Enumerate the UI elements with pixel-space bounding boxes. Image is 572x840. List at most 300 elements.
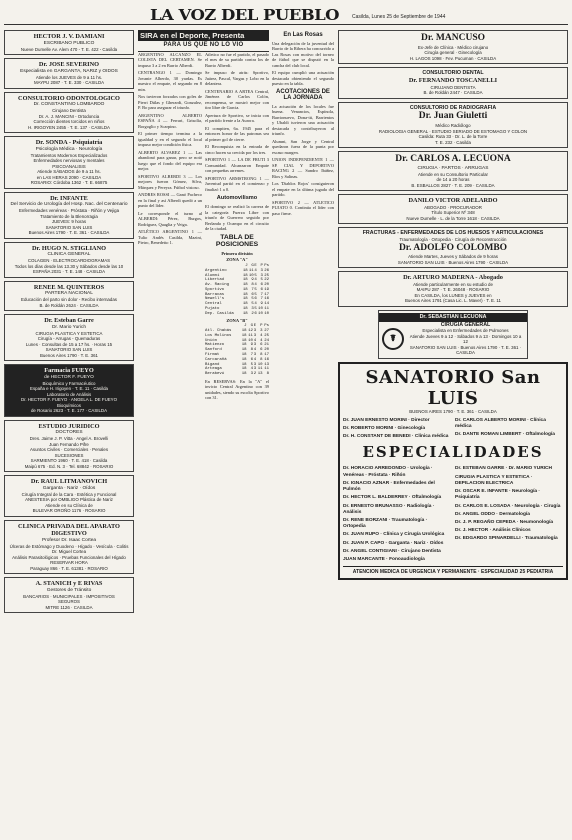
table-cell: 10 bbox=[248, 338, 253, 343]
table-cell: 4 bbox=[253, 338, 257, 343]
table-cell: 3 bbox=[253, 362, 257, 367]
ad-line: CIRUGIA PLASTICA Y ESTETICA bbox=[35, 330, 103, 336]
left-ads-column bbox=[4, 30, 134, 616]
table-cell: Matienzo bbox=[205, 343, 225, 348]
table-cell: 10 bbox=[248, 273, 254, 278]
ad-radiografia bbox=[338, 102, 568, 148]
table-cell: 6 bbox=[254, 311, 257, 316]
news-paragraph: La actuación de los locales fue buena. Venancios, Espínola, Barrionuevo, Dona-tti, Barrientos y Ubaldi tuvieron una actuación destacada y contribuyeron al triunfo. bbox=[272, 103, 334, 137]
ad-line: Juan Fernando Pifre bbox=[49, 441, 89, 447]
table-cell: 12 bbox=[248, 328, 253, 333]
dateline: Casilda, Lunes 25 de Septiembre de 1944 bbox=[352, 14, 446, 20]
table-cell: 18 bbox=[241, 343, 247, 348]
table-cell: 11 bbox=[248, 333, 253, 338]
table-cell: Dep. Casilda bbox=[205, 311, 234, 316]
ad-line: Paraguay 866 · T. E. 61381 · ROSARIO bbox=[30, 565, 108, 571]
ad-heading: Dr. SEBASTIAN LECUONA bbox=[379, 313, 527, 322]
table-cell: 4 bbox=[253, 348, 257, 353]
ad-heading: CONSULTORIO DE RADIOGRAFIA bbox=[409, 104, 497, 111]
table-cell: 17 bbox=[264, 292, 269, 297]
ad-line: Traumatología · Ortopedia · Cirugía de Reconstrucción bbox=[399, 237, 507, 243]
ad-line: Todos los días desde las 13.30 y Sábados desde las 10 bbox=[14, 263, 124, 269]
table-cell: Central bbox=[205, 302, 222, 307]
left-ad bbox=[4, 242, 134, 278]
ad-line: Bioquímico y Farmacéutico bbox=[42, 380, 96, 386]
ad-line: CLINICA GENERAL bbox=[47, 252, 91, 258]
table-cell: 8 bbox=[260, 357, 263, 362]
table-header-cell: P bbox=[260, 324, 263, 329]
ad-line: ANESTESIA por OMBLIGO Plástica de Nariz bbox=[25, 497, 113, 503]
ad-line: En CASILDA, los LUNES y JUEVES en bbox=[414, 292, 492, 298]
sports-paragraph: SPORTIVO ARMSTRONG 1 — Juventud partió en el comienzo y finalizó 1 a 0. bbox=[205, 175, 269, 192]
specialist-entry: Dr. ANGEL CONTIGIANI · Cirujano Dentista bbox=[343, 548, 441, 554]
ad-line: SANATORIO SAN LUIS · Buenos Aires 1790 · T. E. 361 · CASILDA bbox=[409, 344, 522, 356]
table-cell: 7 bbox=[260, 297, 263, 302]
sports-text-col-1 bbox=[138, 52, 202, 403]
table-header-cell: P bbox=[260, 263, 263, 268]
director-entry: Dr. CARLOS ALBERTO MORINI · Clínica médica bbox=[455, 417, 546, 429]
ad-line: Tratamiento de la Blenorragia bbox=[40, 213, 98, 219]
table-cell: 3 bbox=[260, 273, 263, 278]
sports-paragraph: ATLÉTICO ARGENTINO 1 — Tulio Andés Casilda, Mazini, Pietro, Benedetto 1. bbox=[138, 229, 202, 246]
ad-line: Ex-Jefe de Clínica · Médico cirujano bbox=[417, 44, 489, 50]
specialist-entry: Dr. CARLOS E. LOSADA · Neurología · Cirugía bbox=[455, 503, 561, 509]
ad-heading: CONSULTORIO ODONTOLOGICO bbox=[18, 94, 120, 102]
table-cell: Av. Racing bbox=[205, 283, 230, 288]
table-cell: 18 bbox=[241, 352, 247, 357]
table-cell: 9 bbox=[250, 343, 253, 348]
left-ad bbox=[4, 30, 134, 55]
ad-heading: CLINICA PRIVADA DEL APARATO DIGESTIVO bbox=[18, 522, 120, 538]
table-cell: 10 bbox=[264, 311, 269, 316]
specialist-entry: Dr. HECTOR L. BALDERREY · Oftalmología bbox=[343, 495, 442, 501]
table-cell: 3 bbox=[260, 328, 263, 333]
sports-paragraph: El compiten, 6a. 1945 para el entonces honor de las patronas sea al primer gol de cierre. bbox=[205, 125, 269, 142]
sports-paragraph: CENTRANGO 1 — Domingo Jovanie Alberdo, 30 yardas. Es nuestro el empate, el segundo en 8 min. bbox=[138, 70, 202, 92]
ad-heading: ESTUDIO JURIDICO bbox=[38, 422, 100, 430]
table-header-cell: Ps bbox=[264, 324, 269, 329]
table-cell: 10 bbox=[258, 307, 263, 312]
table-cell: 6 bbox=[254, 297, 257, 302]
table-header-cell: G bbox=[251, 263, 254, 268]
table-cell: 5 bbox=[251, 297, 254, 302]
ad-line: Dr. Miguel Cortea bbox=[51, 549, 87, 555]
ad-line: Nueve Dumelle · L. de la Torre 1618 · CASILDA bbox=[406, 215, 500, 221]
left-ad bbox=[4, 420, 134, 473]
sports-text bbox=[138, 52, 269, 403]
sports-paragraph: ARGENTINO ALCANZO EL COLISTA DEL CERTAMEN. Se impuso 3 a 2 en Barrio Alberdi. bbox=[138, 51, 202, 68]
table-cell: 4 bbox=[254, 268, 257, 273]
table-cell: 3 bbox=[260, 268, 263, 273]
table-cell: 3 bbox=[250, 372, 253, 377]
director-entry: Dr. ROBERTO MORINI · Ginecología bbox=[343, 425, 425, 431]
table-cell: 5 bbox=[254, 273, 257, 278]
table-cell: 3 bbox=[253, 367, 257, 372]
table-cell: 5 bbox=[254, 287, 257, 292]
ad-line: Asuntos Civiles · Comerciales · Penales bbox=[29, 447, 109, 453]
ad-line: SUCESIONES bbox=[54, 452, 84, 458]
left-ad bbox=[4, 58, 134, 89]
ad-line: de HECTOR F. FUEYO bbox=[44, 374, 94, 380]
ad-line: de Rosario 2623 · T. E. 177 · CASILDA bbox=[30, 408, 108, 414]
ad-line: Cirugía general · Ginecología bbox=[424, 50, 482, 56]
ad-line: COLAGEN · ELECTROCARDIOGRAMAS bbox=[27, 258, 111, 264]
table-cell: 14 bbox=[264, 302, 269, 307]
ad-doctor-name: Dr. ADOLFO COLOMBO bbox=[398, 242, 508, 253]
director-entry: Dr. H. CONSTANT DE BENEDI · Clínica médica bbox=[343, 434, 449, 440]
ad-line: Casilda: Ruta 33 · Dr. L. de la Torre bbox=[418, 134, 488, 140]
table-cell: 11 bbox=[264, 367, 269, 372]
ad-line: Garganta · Nariz · Oídos bbox=[42, 485, 96, 491]
left-ad bbox=[4, 314, 134, 361]
sports-paragraph: ANDRES ROSSI — Ganó Pacheco en la final y así Alberdi quedó a un punto del líder. bbox=[138, 192, 202, 209]
sports-text-col-2 bbox=[205, 52, 269, 403]
ad-line: Atiende Martes, Jueves y Sábados de 9 horas bbox=[408, 254, 498, 260]
specialist-entry: Dr. ESTEBAN GARRE · Dr. MARIO YURICH bbox=[455, 466, 552, 472]
ad-line: Especialista en Enfermedades de Pulmones bbox=[422, 328, 509, 334]
table-cell: 16 bbox=[264, 357, 269, 362]
table-header-cell: E bbox=[253, 324, 257, 329]
specialties-list bbox=[343, 464, 563, 563]
table-cell: 9 bbox=[260, 302, 263, 307]
table-cell: 18 bbox=[242, 287, 248, 292]
ad-maderna bbox=[338, 271, 568, 307]
table-cell: 18 bbox=[242, 278, 248, 283]
table-cell: 7 bbox=[250, 352, 253, 357]
ad-line: Corrección dientes torcidos en niños bbox=[33, 119, 105, 125]
table-cell: 6 bbox=[260, 348, 263, 353]
ad-line: Buenos Aires 1791 (Casa Lic. L. Maver) · T. E. 11 bbox=[405, 298, 501, 304]
sanatorio-directors bbox=[343, 416, 563, 441]
table-cell: 8 bbox=[250, 348, 253, 353]
sports-paragraph: ARGENTINO ALBERTO ESPAÑA 4 — Ferrari, Grisolía, Borgoglio y Scarpino. bbox=[138, 112, 202, 129]
news-heading-acotaciones: ACOTACIONES DE LA JORNADA bbox=[276, 88, 330, 102]
ad-line: CIRUGIA · PARTOS · ARRUGAS bbox=[417, 165, 489, 171]
specialist-entry: Dr. JUAN P. CAPO · Garganta · Nariz · Oídos bbox=[343, 540, 444, 546]
directors-left bbox=[343, 416, 451, 441]
specialist-entry: Dr. IGNACIO AZNAR · Enfermedades del Pulmón bbox=[343, 480, 435, 493]
auto-text: El domingo se realizó la carrera de la categoría Fuerza Libre con triunfo de Guerrero seguido por Berlanda y Ocampo en el circuito de la ciudad. bbox=[205, 204, 269, 232]
table-cell: 20 bbox=[264, 283, 269, 288]
table-cell: Argentino bbox=[205, 268, 227, 273]
table-cell: 10 bbox=[258, 311, 263, 316]
ad-line: CIRUJANO DENTISTA bbox=[430, 84, 476, 90]
table-cell: 18 bbox=[241, 372, 247, 377]
ad-line: Atiende Jueves 9 a 12 · Sábados 9 a 13 · Domingos 10 a 12 bbox=[409, 333, 522, 345]
table-cell: 7 bbox=[260, 292, 263, 297]
ad-adelardo bbox=[338, 194, 568, 224]
sports-paragraph: Atletico no fue el partido, el pasado el mes de su partido contra los de Barrio Alberdi. bbox=[205, 51, 269, 68]
ad-line: España e H. Irigoyen · T. E. 11 · Casilda bbox=[30, 386, 108, 392]
table-header-cell: Ps bbox=[264, 263, 269, 268]
table-cell: 7 bbox=[251, 287, 254, 292]
table-cell: 11 bbox=[257, 367, 263, 372]
table-cell: 18 bbox=[241, 367, 247, 372]
ad-heading: FRACTURAS - ENFERMEDADES DE LOS HUESOS Y ARTICULACIONES bbox=[362, 230, 544, 237]
ad-line: Análisis Parasitológicos · Pruebas Funcionales del Hígado bbox=[12, 554, 126, 560]
ad-line: Úlceras de Estómago y Duodeno · Hígado · Vesícula · Colitis bbox=[9, 543, 129, 549]
director-entry: Dr. JUAN ERNESTO MORINI · Director bbox=[343, 417, 430, 423]
table-cell: 2 bbox=[251, 311, 254, 316]
table-cell: Carcarañá bbox=[205, 357, 227, 362]
ad-line: SARMIENTO 1960 · T. E. 418 · Casilda bbox=[30, 458, 108, 464]
ad-line: MITRE 1126 · CASILDA bbox=[45, 604, 93, 610]
ad-line: Tratamientos Modernos Especializados bbox=[30, 152, 108, 158]
table-cell: 5 bbox=[250, 362, 253, 367]
table-cell: 10 bbox=[257, 362, 263, 367]
ad-line: DOCTORES bbox=[55, 430, 83, 436]
ad-line: Educación del parto sin dolor - Recibo internadas bbox=[21, 297, 117, 303]
table-cell: 19 bbox=[264, 287, 269, 292]
ad-heading: HECTOR J. V. DAMIANI bbox=[33, 33, 105, 40]
ad-line: PSICOANALISIS bbox=[52, 163, 86, 169]
table-cell: Berabevú bbox=[205, 372, 225, 377]
sports-paragraph: ALBERTO ALVAREZ 1 — Las abandonó para ganar, pero se notó luego que el fondo del equipo era mejor. bbox=[138, 149, 202, 172]
table-cell: Newell's bbox=[205, 297, 225, 302]
ad-line: de 14 a 20 horas bbox=[436, 177, 470, 183]
news-paragraph: SPORTIVO 2 — ATLETICO PUJATO 0. Continúa el líder con paso firme. bbox=[272, 199, 334, 216]
ad-heading: CONSULTORIO DENTAL bbox=[422, 70, 484, 77]
table-cell: 8 bbox=[266, 372, 269, 377]
table-cell: 18 bbox=[241, 348, 247, 353]
zone-a-table bbox=[205, 264, 269, 317]
table-cell: 3 bbox=[253, 352, 257, 357]
ad-line: ROSARIO: Córdoba 1362 · T. E. 66875 bbox=[30, 180, 108, 186]
table-cell: 18 bbox=[242, 302, 248, 307]
table-cell: 3 bbox=[253, 328, 257, 333]
table-cell: 4 bbox=[254, 283, 257, 288]
specialist-entry: CIRUGIA PLASTICA Y ESTETICA · DEPILACION ELECTRICA bbox=[455, 474, 533, 486]
table-cell: 18 bbox=[242, 283, 248, 288]
table-cell: 4 bbox=[254, 278, 257, 283]
table-cell: 18 bbox=[241, 362, 247, 367]
table-cell: 11 bbox=[264, 307, 269, 312]
ad-line: Profesor Dr. Isaac Cortea bbox=[41, 537, 97, 543]
table-header-cell: E bbox=[254, 263, 257, 268]
table-header-cell: J bbox=[244, 324, 247, 329]
left-ad bbox=[4, 577, 134, 613]
table-cell: 3 bbox=[253, 333, 257, 338]
table-cell: 5 bbox=[260, 278, 263, 283]
sports-paragraph: SPORTIVO 1 — LA DE FRUTI 3 Comunidad. Alcanzaron Empate con pequeñas arremes. bbox=[205, 157, 269, 174]
ad-fracturas bbox=[338, 227, 568, 268]
table-cell: Arteaga bbox=[205, 367, 222, 372]
ad-heading: Dr. INFANTE bbox=[50, 194, 88, 202]
table-cell: Los Molinos bbox=[205, 333, 232, 338]
table-row bbox=[205, 312, 269, 317]
sports-paragraph: El primer tiempo termina a la igualdad y en el segundo el local impuso mejor condición física. bbox=[138, 131, 202, 148]
table-cell: 6 bbox=[260, 283, 263, 288]
table-cell: 6 bbox=[251, 292, 254, 297]
left-ad bbox=[4, 92, 134, 134]
table-cell: 8 bbox=[260, 352, 263, 357]
ad-heading: Dr. CARLOS A. LECUONA bbox=[395, 154, 511, 165]
ad-heading: Dr. ARTURO MADERNA - Abogado bbox=[403, 274, 503, 282]
specialist-entry: Dr. ERNESTO BRUNASSO · Radiología · Análisis bbox=[343, 503, 435, 515]
table-cell: 4 bbox=[250, 367, 253, 372]
news-heading-las-rosas: En Las Rosas bbox=[283, 32, 323, 38]
table-cell: 27 bbox=[264, 328, 269, 333]
sports-banner: SIRA en el Deporte, Presenta bbox=[138, 30, 269, 41]
ad-line: Cirugía - Arrugas - Quemaduras bbox=[37, 336, 101, 342]
ad-heading: Dr. RAUL LITMANOVICH bbox=[30, 478, 108, 486]
ad-line: Buenos Aires 1790 · T. E. 361 · CASILDA bbox=[28, 230, 110, 236]
auto-heading: Automovilismo bbox=[216, 195, 258, 202]
left-ad bbox=[4, 364, 134, 417]
table-cell: 18 bbox=[241, 333, 247, 338]
ad-line: Dr. CONSTANTINO LOMBARDO bbox=[33, 102, 105, 108]
table-cell: 18 bbox=[241, 328, 247, 333]
ad-line: Dr. HECTOR F. FUEYO · ANGELA L. DE FUEYO bbox=[20, 397, 118, 403]
ad-line: B. de Roldán 2447 · CASILDA bbox=[423, 90, 483, 96]
table-cell: 6 bbox=[260, 343, 263, 348]
ad-line: BULEVAR OROÑO 1176 · ROSARIO bbox=[32, 508, 106, 514]
ad-line: Cirujano Dentista bbox=[52, 108, 86, 114]
table-header-cell: G bbox=[250, 324, 253, 329]
sports-paragraph: El Reconquista en la entrada de cinco hacen su crecida por los tres. bbox=[205, 144, 269, 155]
ad-line: Laboratorio de Análisis bbox=[46, 391, 92, 397]
ad-heading: Farmacia FUEYO bbox=[44, 367, 94, 375]
sports-paragraph: Se impuso de atrás: Sportivo, Juárez, Pascal, Vargas y Lobo en la delantera. bbox=[205, 70, 269, 87]
table-cell: 2 bbox=[253, 372, 257, 377]
table-cell: 4 bbox=[254, 302, 257, 307]
ad-line: Título Superior Nº 348 bbox=[431, 210, 475, 216]
table-cell: 4 bbox=[260, 338, 263, 343]
table-cell: Sanford bbox=[205, 348, 222, 353]
left-ad bbox=[4, 475, 134, 517]
ad-line: BANCARIOS · MUNICIPALES · IMPOSITIVOS bbox=[23, 593, 115, 599]
table-cell: 6 bbox=[260, 287, 263, 292]
sports-paragraph: SPORTIVO ALBERDI 3 — Los mejores fueron Gómez, Silva, Márquez y Pereyra. Fútbol vistoso. bbox=[138, 173, 202, 190]
table-cell: 4 bbox=[253, 357, 257, 362]
ad-body bbox=[382, 322, 524, 356]
table-cell: 18 bbox=[242, 273, 248, 278]
ad-line: Psicología Médica · Neurología bbox=[35, 146, 103, 152]
specialist-entry: Dr. RENE BORZANI · Traumatología · Ortopedia bbox=[343, 518, 428, 530]
ad-line: Atiende SÁBADOS de 9 a 11 hs. bbox=[37, 169, 101, 175]
ad-heading: Dr. Esteban Garre bbox=[44, 317, 94, 325]
ad-line: Atiende los JUEVES de 9 a 11 hs. bbox=[35, 74, 103, 80]
table-cell: 6 bbox=[250, 357, 253, 362]
table-cell: 3 bbox=[251, 307, 254, 312]
table-cell: 3 bbox=[253, 343, 257, 348]
ad-line: MAIPU 287 · T. E. 26048 · ROSARIO bbox=[416, 287, 490, 293]
zone-a-label: ZONA "A" bbox=[226, 257, 248, 263]
ad-line: H. IRIGOYEN 2455 · T. E. 137 · CASILDA bbox=[28, 124, 110, 130]
table-cell: 16 bbox=[264, 297, 269, 302]
table-cell: 4 bbox=[260, 333, 263, 338]
ad-doctor-name: Dr. Juan Giuletti bbox=[418, 111, 488, 122]
table-cell: 8 bbox=[251, 283, 254, 288]
table-cell: Alumni bbox=[205, 273, 220, 278]
news-paragraph: Una delegación de la juventud del Barrio de la Ribera ha concurrido a Las Rosas con motivo del torneo de fútbol que se disputó en la cancha del club local. bbox=[272, 40, 334, 68]
ad-line: SANATORIO SAN LUIS · Buenos Aires 1790 · CASILDA bbox=[397, 259, 509, 265]
ad-heading: RENEE M. QUINTEROS bbox=[33, 283, 105, 291]
masthead-rule bbox=[4, 24, 568, 25]
table-cell: 18 bbox=[241, 338, 247, 343]
table-cell: Atl. Chabás bbox=[205, 328, 232, 333]
ad-heading: Dr. JOSE SEVERINO bbox=[38, 61, 100, 69]
ad-line: Atiende en su Consultorio Particular bbox=[417, 171, 489, 177]
ad-line: B. ESBALLOS 2827 · T. E. 209 · CASILDA bbox=[411, 182, 495, 188]
ad-line: Atiende en su Clínica de bbox=[45, 502, 93, 508]
specialist-entry: Dr. ANGEL ODDO · Dermatología bbox=[455, 511, 530, 517]
ad-line: Buenos Aires 1790 · T. E. 361 bbox=[39, 352, 98, 358]
sanatorio-footer: ATENCION MEDICA DE URGENCIA Y PERMANENTE · ESPECIALIDAD 25 PEDIATRIA bbox=[343, 566, 563, 575]
table-cell: Unión bbox=[205, 338, 218, 343]
ad-line: Especialista en GARGANTA, NARIZ y OIDOS bbox=[20, 68, 118, 74]
ad-doctor-name: Dr. FERNANDO TOSCANELLI bbox=[408, 76, 498, 84]
news-paragraph: UNION INDEPENDIENTE 1 — SP. CIAL Y DEPORTIVO RACING 2 — Sandro Ibáñez, Ríos y Salinas. bbox=[272, 157, 334, 179]
specialist-entry: Dr. JUAN RUPO · Clínica y Cirugía Urológica bbox=[343, 532, 445, 538]
ad-line: MAYPU 2087 · T. E. 330 · CASILDA bbox=[33, 80, 105, 86]
sanatorio-title: SANATORIO San LUIS bbox=[365, 366, 541, 409]
specialist-entry: JUAN MARCANTE · Fonoaudiología bbox=[343, 557, 425, 563]
table-cell: 9 bbox=[251, 278, 254, 283]
table-cell: 5 bbox=[251, 302, 254, 307]
masthead-title: LA VOZ DEL PUEBLO bbox=[150, 6, 340, 24]
table-cell: 13 bbox=[264, 362, 269, 367]
ad-line: SANATORIO SAN LUIS bbox=[45, 224, 93, 230]
table-cell: 18 bbox=[242, 268, 248, 273]
specialist-entry: Dr. OSCAR E. INFANTE · Neurología · Psiquiatría bbox=[455, 489, 541, 501]
news-paragraph: Alumni, San Jorge y Central quedaron fuera de la punta por escaso margen. bbox=[272, 138, 334, 155]
ad-line: Cirugía Integral de la Cara · Estética y Funcional bbox=[21, 491, 117, 497]
caduceus-icon: ☤ bbox=[382, 328, 404, 350]
ad-line: Lunes · Consultas de 15 a 17 hs. · Horas 15 bbox=[25, 341, 113, 347]
ad-line: PARTERA NACIONAL bbox=[45, 291, 93, 297]
table-cell: 18 bbox=[242, 307, 248, 312]
ad-line: Gestores de Tránsito bbox=[46, 587, 92, 593]
specialties-right bbox=[455, 464, 563, 563]
left-ad bbox=[4, 136, 134, 189]
ad-line: ESCRIBANO PUBLICO bbox=[43, 40, 95, 46]
ad-line: Dr. A. J. MANCINI - Ortodoncia bbox=[38, 113, 100, 119]
left-ad bbox=[4, 281, 134, 312]
ad-line: RESERVAR HORA bbox=[50, 560, 88, 566]
ad-dental bbox=[338, 67, 568, 98]
specialist-entry: Dr. HORACIO ARREDONDO · Urología · Venéreas · Próstata · Riñón bbox=[343, 466, 433, 478]
ad-line: Dres. Jaime J. P. Vitta · Angel A. Brovelli bbox=[29, 436, 109, 442]
sports-paragraph: Nos tuvieron forzados con goles de Pierri Dúlas y Gherardi, Gonzalez, P. Bo para asegurar el triunfo. bbox=[138, 94, 202, 111]
table-cell: 18 bbox=[241, 357, 247, 362]
specialties-left bbox=[343, 464, 451, 563]
table-cell: Bigand bbox=[205, 362, 220, 367]
ad-heading: A. STANICH y E RIVAS bbox=[35, 580, 103, 588]
ad-line: H. LAGOS 1098 · Fev. Pucuman · CASILDA bbox=[409, 55, 497, 61]
ad-line: JUEVES: 9 horas bbox=[51, 219, 87, 225]
table-cell: 5 bbox=[254, 292, 257, 297]
ad-line: T. E. 232 · Casilda bbox=[435, 139, 471, 145]
ad-mancuso bbox=[338, 30, 568, 64]
ad-line: Nueve Dumelle Av. Alem 470 - T. E. 422 - Casilda bbox=[20, 46, 118, 52]
table-cell: Firmat bbox=[205, 352, 220, 357]
table-cell: 22 bbox=[264, 278, 269, 283]
table-cell: Sportivo bbox=[205, 287, 225, 292]
table-cell: Pujato bbox=[205, 307, 220, 312]
ad-line: en LAS HERAS 2090 · CASILDA bbox=[36, 174, 102, 180]
reserves-text: En RESERVAS: En la "A" el invicto Central Argentino con 39 unidades, siendo su escolta Sportivo con 31. bbox=[205, 378, 269, 401]
ad-line: CIRUGIA GENERAL bbox=[440, 321, 491, 328]
zone-b-label: ZONA "B" bbox=[226, 317, 248, 323]
table-cell: 13 bbox=[257, 372, 263, 377]
ad-line: Enfermedades nerviosas y mentales bbox=[33, 158, 105, 164]
standings-title: TABLA DE POSICIONES bbox=[215, 233, 259, 249]
table-cell: 20 bbox=[264, 348, 269, 353]
ad-line: Del Servicio de Urología del Hosp. Nac. del Centenario bbox=[10, 202, 128, 208]
ad-sebastian-lecuona bbox=[378, 310, 528, 359]
ad-line: Médico Radiólogo bbox=[435, 123, 471, 129]
